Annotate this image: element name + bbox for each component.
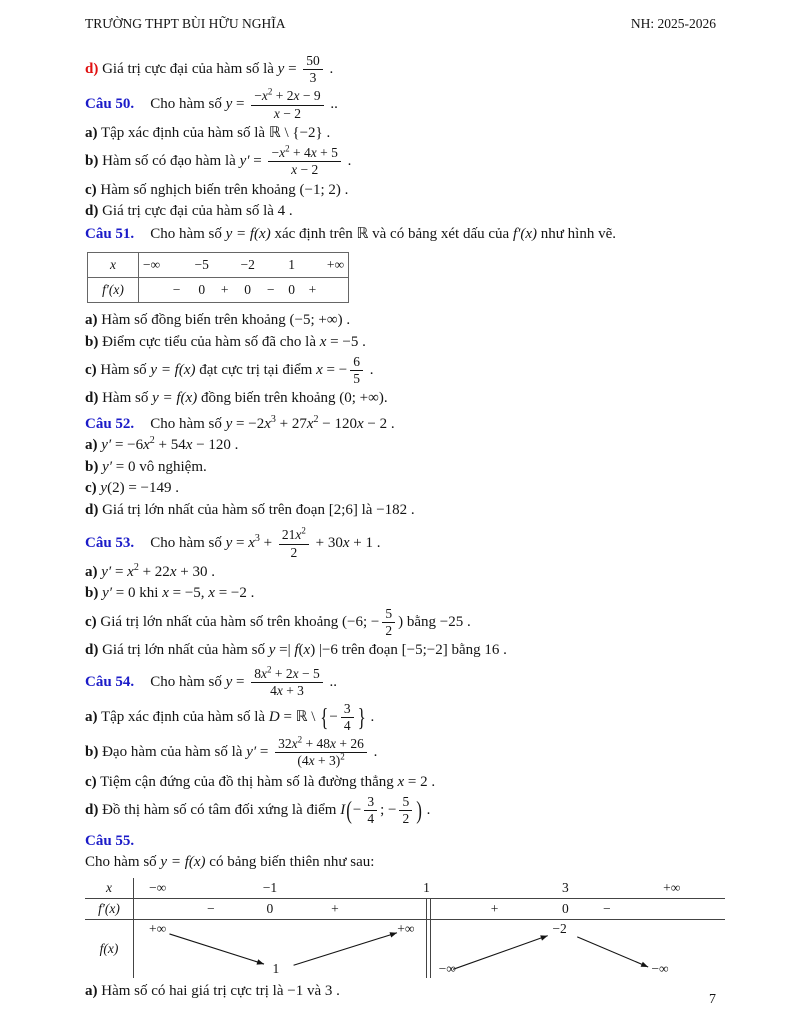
text-run: + 5 (316, 145, 338, 161)
text-run: Cho hàm số (150, 535, 226, 552)
text-run: x (291, 736, 298, 752)
math-fraction (364, 795, 377, 826)
text-run: x (306, 415, 314, 432)
table-cell: −5 (194, 257, 209, 273)
text-run: − 120 . (192, 437, 239, 454)
text-run: x (185, 437, 193, 454)
text-run: 4 (270, 682, 277, 698)
math-fraction (303, 54, 323, 85)
option-label: d) (85, 642, 99, 659)
text-run: x (248, 535, 255, 552)
text-run: x (295, 527, 302, 543)
cau53-option-b (85, 584, 752, 604)
text-run: − (329, 709, 338, 726)
text-run: + 54 (154, 437, 186, 454)
text-run: y = f(x) (160, 853, 206, 870)
text-run: f (294, 642, 299, 659)
text-run: x (342, 535, 350, 552)
text-run: Giá trị cực đại của hàm số là (98, 61, 278, 78)
text-run: y (225, 96, 233, 113)
text-run: x (143, 437, 150, 454)
cau55-intro (85, 853, 752, 873)
text-run: 50 (306, 53, 320, 68)
text-run: x (319, 333, 327, 350)
prev-question-option-d (85, 53, 752, 86)
table-cell: 1 (272, 961, 280, 977)
math-superscript: 2 (313, 413, 319, 425)
table-vertical-rule (133, 878, 134, 978)
text-run: − (271, 145, 280, 161)
text-run: . (422, 802, 431, 819)
text-run: 3 (343, 700, 351, 716)
table-cell: + (308, 282, 317, 298)
text-run: như hình vẽ. (537, 225, 617, 242)
option-label: a) (85, 983, 98, 1000)
text-run: + 3 (282, 682, 304, 698)
row-values (134, 878, 725, 898)
math-fraction (399, 795, 412, 826)
header-school-year: NH: 2025-2026 (630, 16, 716, 31)
option-label: d) (85, 390, 99, 407)
math-fraction (251, 664, 323, 698)
text-run: 32 (278, 736, 292, 752)
text-run: x (169, 563, 177, 580)
x-row (85, 878, 725, 899)
math-fraction (350, 355, 363, 386)
text-run: 5 (385, 605, 393, 621)
option-label: a) (85, 437, 98, 454)
text-run: + 26 (336, 736, 364, 752)
text-run: Cho hàm số (150, 673, 226, 690)
row-label: x (88, 253, 139, 277)
text-run: = (232, 96, 249, 113)
table-cell: −2 (240, 257, 255, 273)
cau51-heading (85, 225, 752, 245)
option-label: a) (85, 709, 98, 726)
text-run: 3 (367, 794, 375, 810)
math-superscript: 2 (301, 525, 306, 536)
text-run: f′(x) (512, 225, 538, 242)
text-run: Giá trị lớn nhất của hàm số trên khoảng (−6; − (96, 613, 380, 630)
text-run: x (292, 665, 299, 681)
cau54-option-b (85, 736, 752, 769)
option-label: a) (85, 312, 98, 329)
text-run: + 30 (311, 535, 343, 552)
text-run: + (259, 535, 276, 552)
table-cell: −∞ (142, 257, 161, 273)
text-run: − 120 (318, 415, 357, 432)
table-cell: 1 (288, 257, 295, 273)
table-cell: − (602, 901, 611, 917)
text-run: 4 (343, 718, 351, 734)
text-run: x (308, 753, 315, 769)
table-cell: +∞ (663, 880, 681, 896)
math-big-bracket: } (357, 702, 366, 732)
text-run: + 4 (289, 145, 311, 161)
text-run: 2 (385, 622, 393, 638)
text-run: Hàm số nghịch biến trên khoảng (−1; 2) . (96, 181, 349, 198)
text-run: x (208, 585, 215, 602)
cau50-option-a (85, 124, 752, 144)
text-run: y′ (246, 744, 257, 761)
text-run: x (261, 88, 268, 104)
text-run: = −5, (168, 585, 209, 602)
text-run: + 22 (138, 563, 170, 580)
text-run: = ℝ \ (279, 709, 320, 726)
cau54-option-a (85, 701, 752, 734)
x-row (88, 253, 348, 278)
math-big-bracket: ) (416, 795, 422, 825)
text-run: D (268, 709, 280, 726)
text-run: Giá trị lớn nhất của hàm số (98, 642, 269, 659)
text-run: y (277, 61, 285, 78)
text-run: đồng biến trên khoảng (0; +∞). (197, 390, 388, 407)
option-label: a) (85, 563, 98, 580)
option-label: c) (85, 773, 97, 790)
option-label: c) (85, 480, 97, 497)
text-run: y (225, 673, 233, 690)
cau52-option-c (85, 479, 752, 499)
table-cell: 0 (244, 282, 252, 298)
text-run: 2 (290, 544, 298, 560)
text-run: 6 (353, 354, 360, 370)
math-superscript: 2 (267, 664, 272, 675)
text-run: = (232, 535, 249, 552)
table-cell: 3 (562, 880, 569, 896)
math-big-bracket: { (320, 702, 329, 732)
table-cell: −2 (552, 921, 567, 937)
text-run: . (365, 362, 374, 379)
text-run: − 2 (279, 105, 301, 121)
text-run: + 48 (302, 736, 331, 752)
math-superscript: 2 (340, 751, 345, 762)
table-cell: +∞ (326, 257, 345, 273)
math-superscript: 3 (270, 413, 276, 425)
text-run: = (256, 744, 273, 761)
cau55-option-a (85, 982, 752, 1002)
option-label: a) (85, 124, 98, 141)
text-run: − 5 (298, 665, 320, 681)
cau52-option-a (85, 436, 752, 456)
option-label: d) (85, 802, 99, 819)
text-run: x (273, 105, 280, 121)
option-label: d) (85, 501, 99, 518)
table-cell: −1 (262, 880, 278, 896)
text-run: + 30 . (176, 563, 215, 580)
table-cell: + (331, 901, 339, 917)
table-cell: 0 (288, 282, 295, 298)
question-label: Câu 53. (85, 535, 135, 552)
math-superscript: 2 (133, 561, 139, 573)
row-values (139, 253, 348, 277)
text-run: . (325, 61, 334, 78)
option-label: b) (85, 585, 99, 602)
text-run: =| (275, 642, 295, 659)
text-run: y′ (101, 437, 112, 454)
cau51-sign-table (87, 252, 349, 303)
text-run: y (268, 642, 276, 659)
cau54-option-c (85, 773, 752, 793)
text-run: Tập xác định của hàm số là ℝ \ {−2} . (97, 124, 331, 141)
text-run: I (340, 802, 346, 819)
text-run: = −6 (111, 437, 144, 454)
text-run: = −5 . (326, 333, 366, 350)
option-label: c) (85, 362, 97, 379)
text-run: = 0 vô nghiệm. (112, 458, 207, 475)
cau52-option-d (85, 501, 752, 521)
cau51-option-c (85, 354, 752, 387)
cau52-heading (85, 415, 752, 435)
text-run: Hàm số (96, 362, 151, 379)
cau51-option-a (85, 311, 752, 331)
text-run: Hàm số đồng biến trên khoảng (−5; +∞) . (97, 312, 351, 329)
text-run: Hàm số có hai giá trị cực trị là −1 và 3 . (97, 983, 340, 1000)
cau52-option-b (85, 458, 752, 478)
text-run: Cho hàm số (150, 415, 226, 432)
text-run: Hàm số (98, 390, 153, 407)
text-run: 3 (309, 70, 317, 86)
table-cell: +∞ (149, 921, 167, 937)
math-superscript: 3 (254, 533, 260, 545)
text-run: x (330, 736, 337, 752)
option-label: b) (85, 333, 99, 350)
text-run: (4 (297, 753, 309, 769)
math-fraction (279, 525, 309, 560)
math-fraction (382, 607, 395, 638)
text-run: (2) = −149 . (107, 480, 179, 497)
math-fraction (275, 734, 367, 769)
option-label: b) (85, 153, 99, 170)
text-run: ) bằng −25 . (398, 613, 471, 630)
option-label: c) (85, 613, 97, 630)
discontinuity-double-bar (426, 898, 431, 978)
math-superscript: 2 (285, 143, 290, 154)
row-label: f(x) (99, 941, 119, 957)
option-label: c) (85, 181, 97, 198)
text-run: .. (326, 96, 338, 113)
sign-row (88, 278, 348, 302)
text-run: x (316, 362, 323, 379)
math-superscript: 2 (149, 435, 155, 447)
text-run: Tiệm cận đứng của đồ thị hàm số là đường thẳng (96, 773, 398, 790)
cau50-option-c (85, 181, 752, 201)
text-run: Đồ thị hàm số có tâm đối xứng là điểm (98, 802, 341, 819)
cau50-option-b (85, 145, 752, 178)
text-run: x (264, 415, 271, 432)
text-run: Giá trị cực đại của hàm số là 4 . (98, 203, 293, 220)
text-run: .. (325, 673, 337, 690)
text-run: x (303, 642, 311, 659)
text-run: + 2 (272, 88, 294, 104)
question-label: Câu 51. (85, 225, 135, 242)
text-run: = (284, 61, 301, 78)
text-run: Cho hàm số (150, 225, 226, 242)
text-run: 2 (402, 811, 410, 827)
table-cell: +∞ (397, 921, 415, 937)
table-cell: − (266, 282, 275, 298)
text-run: 5 (402, 794, 410, 810)
text-run: x (276, 682, 283, 698)
text-run: x (291, 162, 298, 178)
text-run: x (261, 665, 267, 681)
text-run: ) |−6 trên đoạn [−5;−2] bằng 16 . (310, 642, 507, 659)
table-cell: 1 (423, 880, 430, 896)
text-run: Điểm cực tiểu của hàm số đã cho là (98, 333, 320, 350)
text-run: . (343, 153, 352, 170)
document-body (85, 47, 752, 1002)
text-run: x (356, 415, 364, 432)
text-run: Cho hàm số (85, 853, 161, 870)
question-label: Câu 50. (85, 96, 135, 113)
cau50-heading (85, 88, 752, 121)
header-school-name: TRƯỜNG THPT BÙI HỮU NGHĨA (85, 16, 286, 31)
text-run: y′ (239, 153, 250, 170)
text-run: Cho hàm số (150, 96, 226, 113)
text-run: y = f(x) (225, 225, 271, 242)
text-run: x (310, 145, 317, 161)
math-big-bracket: ( (346, 795, 352, 825)
option-label: d) (85, 203, 99, 220)
row-label: f′(x) (98, 901, 120, 917)
text-run: − (254, 88, 262, 104)
text-run: Tập xác định của hàm số là (97, 709, 269, 726)
question-label: Câu 55. (85, 833, 135, 850)
text-run: x (293, 88, 300, 104)
math-fraction (251, 86, 323, 121)
text-run: + 1 . (349, 535, 381, 552)
text-run: y (225, 535, 233, 552)
text-run: x (127, 563, 134, 580)
cau54-option-d (85, 794, 752, 827)
text-run: 5 (353, 371, 360, 387)
row-label: f′(x) (88, 278, 139, 302)
text-run: y = f(x) (150, 362, 196, 379)
page-number: 7 (709, 992, 716, 1007)
text-run: có bảng biến thiên như sau: (205, 853, 375, 870)
text-run: . (369, 744, 378, 761)
text-run: = 0 khi (112, 585, 163, 602)
text-run: − (352, 802, 362, 819)
page-header (85, 16, 716, 32)
cau53-option-d (85, 641, 752, 661)
table-cell: − (172, 282, 181, 298)
text-run: y′ (101, 563, 112, 580)
text-run: ( (298, 642, 304, 659)
table-cell: 0 (562, 901, 569, 917)
row-label: x (106, 880, 112, 896)
table-cell: −∞ (438, 961, 456, 977)
table-cell: − (207, 901, 215, 917)
cau53-option-c (85, 606, 752, 639)
text-run: . (366, 709, 375, 726)
text-run: Đạo hàm của hàm số là (98, 744, 247, 761)
text-run: + 3) (314, 753, 341, 769)
cau54-heading (85, 666, 752, 699)
text-run: xác định trên ℝ và có bảng xét dấu của (270, 225, 513, 242)
table-cell: 0 (198, 282, 206, 298)
math-fraction (268, 143, 340, 178)
cau50-option-d (85, 202, 752, 222)
cau53-heading (85, 527, 752, 560)
row-values (139, 278, 348, 302)
cau55-heading (85, 832, 752, 852)
text-run: ; − (380, 802, 397, 819)
text-run: − 9 (299, 88, 321, 104)
text-run: đạt cực trị tại điểm (195, 362, 317, 379)
text-run: Hàm số có đạo hàm là (98, 153, 240, 170)
math-fraction (341, 702, 354, 733)
text-run: 21 (281, 527, 296, 543)
table-cell: 0 (266, 901, 274, 917)
table-cell: −∞ (149, 880, 167, 896)
text-run: Giá trị lớn nhất của hàm số trên đoạn [2;6] là −182 . (98, 501, 415, 518)
cau55-variation-table (85, 878, 725, 978)
text-run: = −2 (232, 415, 265, 432)
text-run: = − (322, 362, 348, 379)
text-run: = 2 . (404, 773, 436, 790)
question-label: Câu 52. (85, 415, 135, 432)
cau51-option-b (85, 333, 752, 353)
math-superscript: 2 (297, 734, 303, 745)
text-run: y′ (102, 458, 113, 475)
text-run: = −2 . (214, 585, 255, 602)
text-run: 4 (367, 811, 375, 827)
text-run: − 2 (297, 162, 319, 178)
question-label: Câu 54. (85, 673, 135, 690)
text-run: = (111, 563, 128, 580)
text-run: y = f(x) (152, 390, 198, 407)
text-run: + 27 (275, 415, 307, 432)
option-label: b) (85, 458, 99, 475)
text-run: − 2 . (363, 415, 395, 432)
text-run: y′ (102, 585, 113, 602)
text-run: + 2 (271, 665, 293, 681)
option-label-red: d) (85, 61, 99, 78)
math-superscript: 2 (267, 86, 273, 97)
text-run: = (249, 153, 266, 170)
table-cell: + (220, 282, 229, 298)
text-run: x (397, 773, 405, 790)
text-run: x (162, 585, 169, 602)
function-variation-row (85, 920, 725, 978)
derivative-sign-row (85, 899, 725, 920)
text-run: y (100, 480, 108, 497)
text-run: x (279, 145, 286, 161)
table-cell: −∞ (651, 961, 669, 977)
text-run: 8 (254, 665, 261, 681)
option-label: b) (85, 744, 99, 761)
cau53-option-a (85, 563, 752, 583)
text-run: = (232, 673, 249, 690)
table-cell: + (490, 901, 499, 917)
text-run: y (225, 415, 233, 432)
cau51-option-d (85, 389, 752, 409)
